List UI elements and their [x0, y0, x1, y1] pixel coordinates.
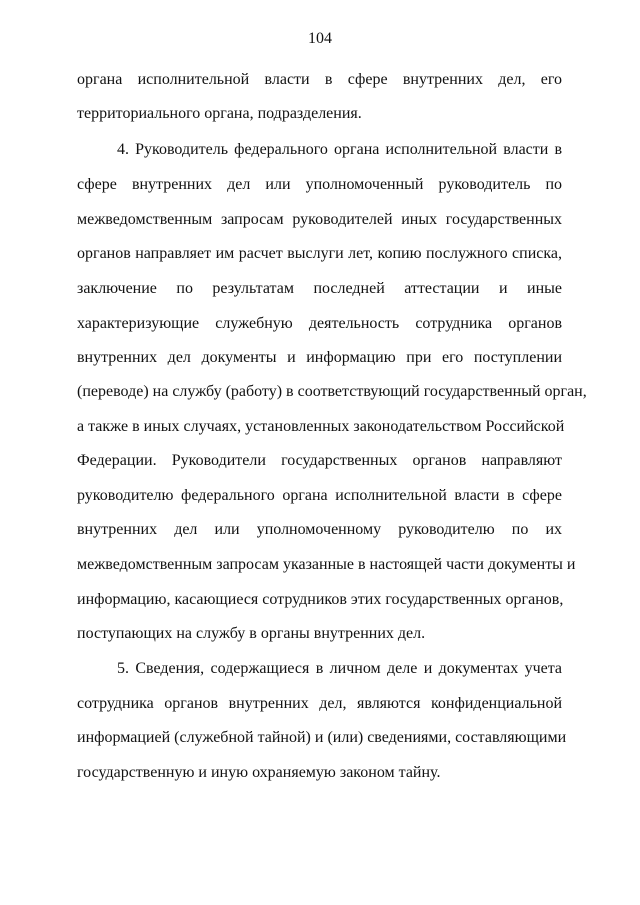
text-line: (переводе) на службу (работу) в соответствующий государственный орган,: [77, 383, 587, 400]
text-line: сотрудника органов внутренних дел, являются конфиденциальной: [77, 695, 562, 712]
page-number: 104: [308, 30, 332, 47]
text-line: характеризующие служебную деятельность сотрудника органов: [77, 315, 562, 332]
text-line: органов направляет им расчет выслуги лет, копию послужного списка,: [77, 245, 562, 262]
text-line: 5. Сведения, содержащиеся в личном деле и документах учета: [117, 660, 562, 677]
text-line: информацию, касающиеся сотрудников этих государственных органов,: [77, 591, 564, 608]
text-line: органа исполнительной власти в сфере внутренних дел, его: [77, 71, 562, 88]
text-line: поступающих на службу в органы внутренних дел.: [77, 625, 426, 642]
text-line: внутренних дел или уполномоченному руководителю по их: [77, 521, 562, 538]
text-line: межведомственным запросам указанные в настоящей части документы и: [77, 556, 576, 573]
text-line: Федерации. Руководители государственных органов направляют: [77, 452, 562, 469]
text-line: сфере внутренних дел или уполномоченный руководитель по: [77, 176, 562, 193]
text-line: 4. Руководитель федерального органа исполнительной власти в: [117, 141, 562, 158]
text-line: государственную и иную охраняемую законом тайну.: [77, 764, 441, 781]
text-line: заключение по результатам последней аттестации и иные: [77, 280, 562, 297]
text-line: территориального органа, подразделения.: [77, 105, 362, 122]
text-line: а также в иных случаях, установленных законодательством Российской: [77, 418, 565, 435]
text-line: руководителю федерального органа исполнительной власти в сфере: [77, 487, 562, 504]
text-line: информацией (служебной тайной) и (или) сведениями, составляющими: [77, 729, 567, 746]
text-line: внутренних дел документы и информацию при его поступлении: [77, 349, 562, 366]
text-line: межведомственным запросам руководителей иных государственных: [77, 211, 562, 228]
